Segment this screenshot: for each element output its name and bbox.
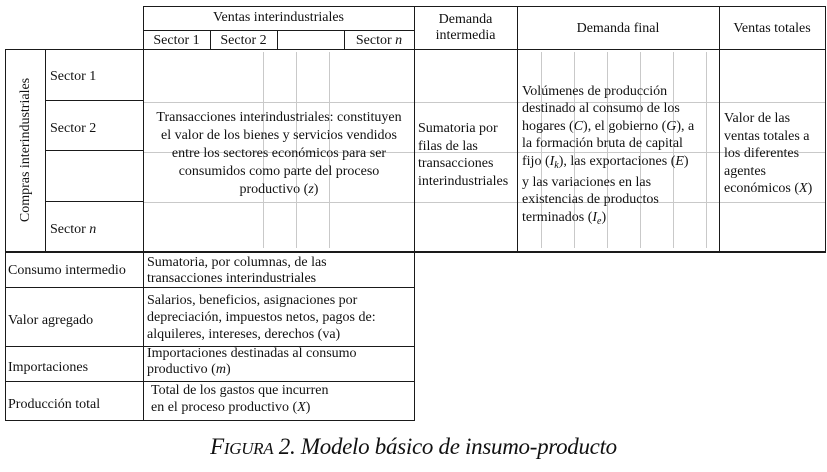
grid-line bbox=[706, 52, 707, 248]
table-border bbox=[45, 49, 46, 252]
valor-agregado-label: Valor agregado bbox=[8, 313, 94, 328]
compras-interindustriales-label: Compras interindustriales bbox=[18, 77, 33, 223]
table-border bbox=[45, 100, 144, 101]
grid-line bbox=[143, 202, 826, 203]
demanda-final-header: Demanda final bbox=[576, 21, 660, 36]
table-border bbox=[719, 6, 720, 252]
row-sector-1: Sector 1 bbox=[50, 69, 97, 84]
col-sector-2: Sector 2 bbox=[220, 33, 267, 48]
table-border bbox=[517, 6, 518, 252]
table-border bbox=[143, 6, 826, 7]
table-border bbox=[414, 6, 415, 421]
table-border bbox=[5, 49, 6, 421]
figure-caption: FIGURA 2. Modelo básico de insumo-producto bbox=[210, 434, 617, 459]
demanda-intermedia-header: Demanda intermedia bbox=[435, 12, 496, 43]
col-sector-1: Sector 1 bbox=[153, 33, 200, 48]
table-border bbox=[277, 30, 278, 50]
ventas-interindustriales-header: Ventas interindustriales bbox=[212, 10, 345, 25]
ventas-totales-cell: Valor de las ventas totales a los diferentes agentes económicos (X) bbox=[724, 111, 813, 196]
transacciones-cell: Transacciones interindustriales: constituyen el valor de los bienes y servicios vendidos entre los sectores económicos para ser consumidos como parte del proceso productivo (z) bbox=[156, 110, 402, 197]
produccion-total-text: Total de los gastos que incurren en el proceso productivo (X) bbox=[151, 383, 329, 415]
valor-agregado-text: Salarios, beneficios, asignaciones por depreciación, impuestos netos, pagos de: alquileres, intereses, derechos (va) bbox=[147, 293, 376, 342]
table-border bbox=[143, 6, 144, 421]
table-border bbox=[143, 30, 415, 31]
table-border bbox=[5, 49, 826, 50]
demanda-final-cell: Volúmenes de producción destinado al consumo de los hogares (C), el gobierno (G), a la formación bruta de capital fijo $(I_k)$, las exportaciones (E) y las variaciones en las existencias de productos terminados $(I_e)$ bbox=[522, 84, 695, 227]
table-border bbox=[45, 150, 144, 151]
table-border bbox=[5, 420, 415, 421]
importaciones-text: Importaciones destinadas al consumo productivo (m) bbox=[147, 346, 357, 377]
grid-line bbox=[143, 102, 826, 103]
table-border bbox=[45, 201, 144, 202]
importaciones-label: Importaciones bbox=[8, 360, 89, 375]
consumo-intermedio-text: Sumatoria, por columnas, de las transacciones interindustriales bbox=[147, 255, 327, 286]
row-sector-n: Sector n bbox=[50, 222, 97, 237]
col-sector-n: Sector n bbox=[355, 33, 403, 48]
produccion-total-label: Producción total bbox=[8, 397, 101, 412]
consumo-intermedio-label: Consumo intermedio bbox=[8, 263, 126, 278]
table-border bbox=[5, 287, 415, 288]
row-sector-2: Sector 2 bbox=[50, 121, 97, 136]
table-border bbox=[5, 251, 826, 253]
table-border bbox=[825, 6, 826, 252]
ventas-totales-header: Ventas totales bbox=[733, 21, 811, 36]
sumatoria-filas-cell: Sumatoria por filas de las transacciones interindustriales bbox=[418, 121, 509, 189]
